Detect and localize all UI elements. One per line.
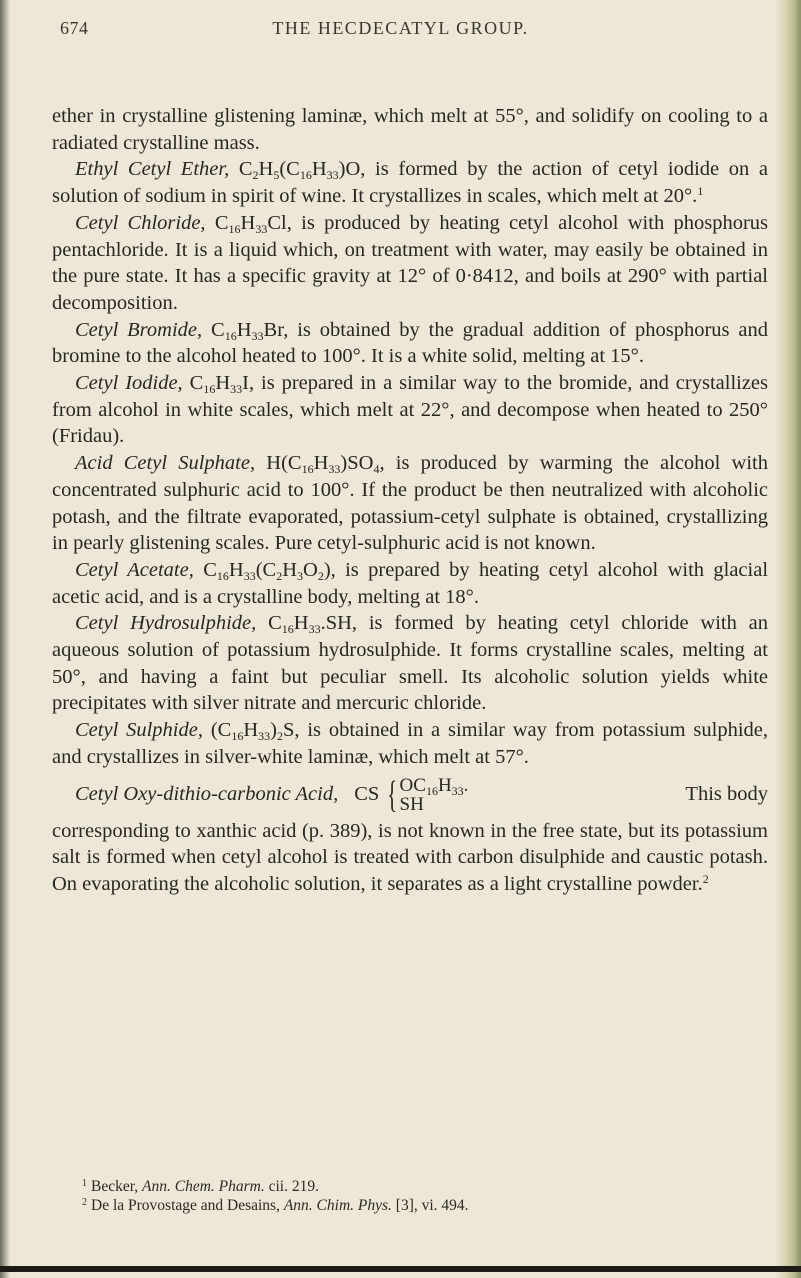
bottom-rule [0,1266,801,1272]
page-right-edge [775,0,801,1278]
compound-name: Cetyl Chloride, [75,211,206,234]
paragraph-acid-cetyl-sulphate: Acid Cetyl Sulphate, $H(C_{16}H_{33})SO_4$, is produced by warming the alcohol with concentrated sulphuric acid to 100°. If the product be then neutralized with alcoholic potash, and the filtrate evaporated, potassium-cetyl sulphate is obtained, crystallizing in pearly glistening scales. Pure cetyl-sulphuric acid is not known. [52,452,769,555]
footnote-ref: 1 [697,184,704,199]
paragraph-cetyl-iodide: Cetyl Iodide, $C_{16}H_{33}I$, is prepared in a similar way to the bromide, and crystallizes from alcohol in white scales, which melt at 22°, and decompose when heated to 250° (Fridau). [52,372,769,448]
paragraph-cetyl-hydrosulphide: Cetyl Hydrosulphide, $C_{16}H_{33}.SH$, is formed by heating cetyl chloride with an aqueous solution of potassium hydrosulphide. It forms crystalline scales, melting at 50°, and having a faint but peculiar smell. Its alcoholic solution yields white precipitates with silver nitrate and mercuric chloride. [52,612,768,715]
paragraph-intro: ether in crystalline glistening laminæ, which melt at 55°, and solidify on cooling to a radiated crystalline mass. [52,105,768,154]
page-number: 674 [60,18,89,38]
footnote-2: $^2$ De la Provostage and Desains, Ann. Chim. Phys. [3], vi. 494. [82,1197,469,1214]
paragraph-cetyl-bromide: Cetyl Bromide, $C_{16}H_{33}Br$, is obtained by the gradual addition of phosphorus and bromine to the alcohol heated to 100°. It is a white solid, melting at 15°. [52,318,769,368]
compound-name: Cetyl Iodide, [75,372,183,395]
compound-name: Acid Cetyl Sulphate, [75,452,256,475]
compound-name: Cetyl Oxy-dithio-carbonic Acid, [75,783,339,806]
page-left-shadow [0,0,10,1278]
page-header [0,18,801,42]
formula-prefix: CS [354,783,380,806]
compound-name: Cetyl Hydrosulphide, [75,612,257,635]
stacked-formula: $OC_{16}H_{33}$. SH [399,774,469,815]
paragraph-cetyl-chloride: Cetyl Chloride, $C_{16}H_{33}Cl$, is produced by heating cetyl alcohol with phosphorus pentachloride. It is a liquid which, on treatment with water, may easily be obtained in the pure state. It has a specific gravity at 12° of 0·8412, and boils at 290° with partial decomposition. [52,211,768,314]
footnote-ref: 2 [702,871,709,886]
paragraph-cetyl-sulphide: Cetyl Sulphide, $(C_{16}H_{33})_2S$, is obtained in a similar way from potassium sulphide, and crystallizes in silver-white laminæ, which melt at 57°. [52,719,768,768]
paragraph-cetyl-oxy-dithio-carbonic-acid: corresponding to xanthic acid (p. 389), is not known in the free state, but its potassium salt is formed when cetyl alcohol is treated with carbon disulphide and caustic potash. On evaporating the alcoholic solution, it separates as a light crystalline powder.$^2$ [52,819,768,895]
footnotes [82,1177,772,1215]
brace-glyph: { [387,773,398,816]
paragraph-ethyl-cetyl-ether: Ethyl Cetyl Ether, $C_2H_5(C_{16}H_{33})O$, is formed by the action of cetyl iodide on a solution of sodium in spirit of wine. It crystallizes in scales, which melt at 20°.$^1$ [52,158,769,208]
paragraph-cetyl-oxy-dithio-carbonic-acid-heading: Cetyl Oxy-dithio-carbonic Acid, CS { $OC_{16}H_{33}$. SH This body [75,773,768,816]
paragraph-cetyl-acetate: Cetyl Acetate, $C_{16}H_{33}(C_2H_3O_2)$, is prepared by heating cetyl alcohol with glacial acetic acid, and is a crystalline body, melting at 18°. [52,558,769,608]
footnote-1: $^1$ Becker, Ann. Chem. Pharm. cii. 219. [82,1178,319,1195]
compound-name: Cetyl Bromide, [75,318,203,341]
body-text [52,103,768,898]
compound-name: Cetyl Sulphide, [75,719,203,742]
compound-name: Ethyl Cetyl Ether, [75,158,230,181]
compound-name: Cetyl Acetate, [75,558,194,581]
running-title: THE HECDECATYL GROUP. [272,18,529,38]
